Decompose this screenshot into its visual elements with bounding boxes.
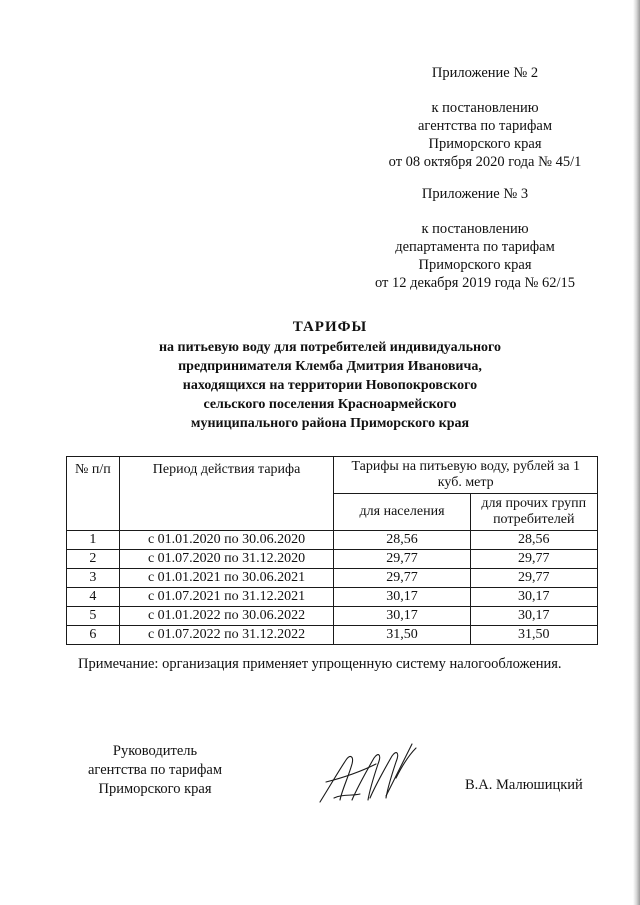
cell-number: 1 (67, 531, 120, 550)
table-row (67, 569, 598, 588)
tax-note: Примечание: организация применяет упрощенную систему налогообложения. (78, 656, 562, 672)
cell-other: 31,50 (470, 626, 597, 645)
annex-3-line: к постановлению (421, 221, 529, 237)
signer-title-line: агентства по тарифам (88, 762, 222, 778)
handwritten-signature (312, 738, 422, 808)
table-row (67, 550, 598, 569)
header-population: для населения (334, 494, 470, 531)
table-header-row (67, 457, 598, 494)
header-other: для прочих групп потребителей (470, 494, 597, 531)
title-line: муниципального района Приморского края (190, 416, 470, 431)
cell-population: 28,56 (334, 531, 470, 550)
cell-number: 2 (67, 550, 120, 569)
cell-other: 28,56 (470, 531, 597, 550)
header-tariff-group: Тарифы на питьевую воду, рублей за 1 куб. метр (334, 457, 598, 494)
cell-number: 6 (67, 626, 120, 645)
title-line: предпринимателя Клемба Дмитрия Ивановича, (178, 359, 482, 374)
annex-2-line: к постановлению (431, 100, 539, 116)
annex-2-heading: Приложение № 2 (431, 65, 539, 81)
annex-3-heading: Приложение № 3 (421, 186, 529, 202)
cell-number: 3 (67, 569, 120, 588)
cell-population: 30,17 (334, 607, 470, 626)
cell-number: 5 (67, 607, 120, 626)
annex-2-line: агентства по тарифам (418, 118, 552, 134)
cell-other: 30,17 (470, 588, 597, 607)
cell-population: 29,77 (334, 569, 470, 588)
tariff-table (66, 456, 598, 645)
header-number: № п/п (67, 457, 120, 531)
cell-population: 29,77 (334, 550, 470, 569)
title-line: сельского поселения Красноармейского (203, 397, 457, 412)
header-period: Период действия тарифа (119, 457, 334, 531)
cell-other: 30,17 (470, 607, 597, 626)
signer-title-line: Руководитель (112, 743, 198, 759)
cell-period: с 01.07.2021 по 31.12.2021 (119, 588, 334, 607)
title-line: находящихся на территории Новопокровского (182, 378, 478, 393)
title-main: ТАРИФЫ (292, 319, 368, 335)
cell-period: с 01.01.2020 по 30.06.2020 (119, 531, 334, 550)
signer-name: В.А. Малюшицкий (465, 777, 583, 793)
cell-period: с 01.07.2022 по 31.12.2022 (119, 626, 334, 645)
table-row (67, 531, 598, 550)
table-row (67, 588, 598, 607)
annex-3-line: департамента по тарифам (395, 239, 555, 255)
annex-3-block (330, 185, 620, 292)
cell-period: с 01.01.2021 по 30.06.2021 (119, 569, 334, 588)
cell-number: 4 (67, 588, 120, 607)
cell-other: 29,77 (470, 550, 597, 569)
annex-2-line: от 08 октября 2020 года № 45/1 (388, 154, 582, 170)
signer-title-line: Приморского края (98, 781, 212, 797)
scan-edge-shadow (633, 0, 640, 905)
cell-population: 31,50 (334, 626, 470, 645)
table-row (67, 626, 598, 645)
document-title (80, 318, 580, 433)
title-line: на питьевую воду для потребителей индивидуального (158, 340, 502, 355)
cell-period: с 01.01.2022 по 30.06.2022 (119, 607, 334, 626)
annex-3-line: Приморского края (418, 257, 532, 273)
cell-population: 30,17 (334, 588, 470, 607)
signer-title-block (80, 742, 230, 799)
table-row (67, 607, 598, 626)
annex-3-line: от 12 декабря 2019 года № 62/15 (374, 275, 576, 291)
cell-period: с 01.07.2020 по 31.12.2020 (119, 550, 334, 569)
cell-other: 29,77 (470, 569, 597, 588)
annex-2-line: Приморского края (428, 136, 542, 152)
annex-2-block (340, 64, 630, 171)
